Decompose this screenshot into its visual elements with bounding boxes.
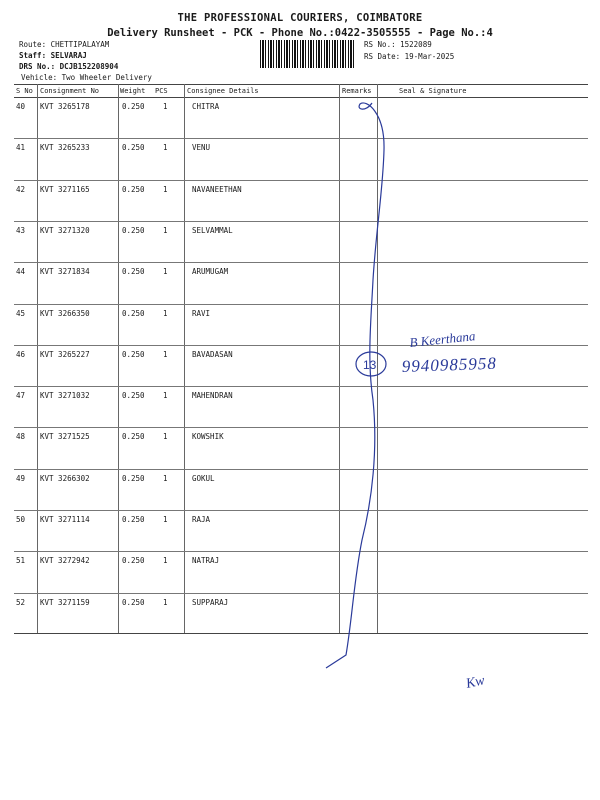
circled-number-ring — [356, 352, 386, 376]
cell-consignment: KVT 3265233 — [40, 143, 90, 153]
cell-pcs: 1 — [163, 267, 168, 277]
header-consignee: Consignee Details — [187, 87, 259, 95]
cell-weight: 0.250 — [122, 184, 145, 194]
row-separator — [14, 510, 588, 511]
cell-weight: 0.250 — [122, 267, 145, 277]
cell-consignment: KVT 3265227 — [40, 349, 90, 359]
cell-consignee: SUPPARAJ — [192, 597, 229, 607]
row-separator — [14, 469, 588, 470]
cell-pcs: 1 — [163, 349, 168, 359]
row-separator — [14, 593, 588, 594]
cell-consignee: NAVANEETHAN — [192, 184, 242, 194]
cell-pcs: 1 — [163, 225, 168, 235]
cell-consignment: KVT 3271165 — [40, 184, 90, 194]
cell-sno: 52 — [16, 597, 26, 607]
cell-consignee: KOWSHIK — [192, 432, 224, 442]
cell-consignee: RAVI — [192, 308, 211, 318]
table-top-border — [14, 84, 588, 85]
cell-weight: 0.250 — [122, 349, 145, 359]
cell-sno: 46 — [16, 349, 26, 359]
vehicle-label: Vehicle: Two Wheeler Delivery — [21, 73, 152, 82]
cell-consignment: KVT 3266302 — [40, 473, 90, 483]
cell-sno: 49 — [16, 473, 26, 483]
cell-weight: 0.250 — [122, 225, 145, 235]
cell-sno: 44 — [16, 267, 26, 277]
cell-pcs: 1 — [163, 432, 168, 442]
row-separator — [14, 386, 588, 387]
cell-consignment: KVT 3271032 — [40, 391, 90, 401]
cell-pcs: 1 — [163, 184, 168, 194]
receiver-phone: 9940985958 — [401, 353, 498, 376]
table-bottom-border — [14, 633, 588, 634]
cell-pcs: 1 — [163, 391, 168, 401]
cell-consignment: KVT 3272942 — [40, 556, 90, 566]
header-weight: Weight — [120, 87, 146, 95]
header-remarks: Remarks — [342, 87, 372, 95]
row-separator — [14, 180, 588, 181]
cell-consignee: ARUMUGAM — [192, 267, 229, 277]
header-pcs: PCS — [155, 87, 168, 95]
cell-pcs: 1 — [163, 556, 168, 566]
row-separator — [14, 138, 588, 139]
header-bottom-border — [14, 97, 588, 98]
cell-sno: 51 — [16, 556, 26, 566]
cell-consignee: NATRAJ — [192, 556, 220, 566]
cell-weight: 0.250 — [122, 391, 145, 401]
header-consignment: Consignment No — [40, 87, 100, 95]
rs-number: RS No.: 1522089 — [364, 40, 432, 49]
cell-pcs: 1 — [163, 102, 168, 111]
cell-consignment: KVT 3271834 — [40, 267, 90, 277]
row-separator — [14, 221, 588, 222]
cell-pcs: 1 — [163, 308, 168, 318]
runsheet-subtitle: Delivery Runsheet - PCK - Phone No.:0422-3505555 - Page No.:4 — [107, 27, 493, 39]
row-separator — [14, 345, 588, 346]
cell-consignment: KVT 3271320 — [40, 225, 90, 235]
cell-weight: 0.250 — [122, 515, 145, 524]
cell-consignee: RAJA — [192, 515, 211, 524]
cell-sno: 42 — [16, 184, 26, 194]
cell-consignment: KVT 3271114 — [40, 515, 90, 524]
rs-date: RS Date: 19-Mar-2025 — [364, 52, 455, 61]
cell-sno: 40 — [16, 102, 26, 111]
receiver-name: B Keerthana — [408, 328, 477, 350]
cell-consignment: KVT 3271525 — [40, 432, 90, 442]
cell-consignee: VENU — [192, 143, 211, 153]
cell-pcs: 1 — [163, 143, 168, 153]
cell-consignment: KVT 3266350 — [40, 308, 90, 318]
cell-consignee: GOKUL — [192, 473, 215, 483]
cell-sno: 43 — [16, 225, 26, 235]
cell-weight: 0.250 — [122, 597, 145, 607]
cell-sno: 50 — [16, 515, 26, 524]
initials-mark: Kw — [464, 673, 487, 692]
cell-consignee: SELVAMMAL — [192, 225, 233, 235]
cell-pcs: 1 — [163, 473, 168, 483]
cell-sno: 41 — [16, 143, 26, 153]
barcode-image — [260, 40, 355, 68]
drs-number: DRS No.: DCJB152208904 — [19, 62, 119, 71]
cell-consignee: CHITRA — [192, 102, 220, 111]
header-sno: S No — [16, 87, 33, 95]
cell-weight: 0.250 — [122, 143, 145, 153]
cell-consignment: KVT 3271159 — [40, 597, 90, 607]
cell-pcs: 1 — [163, 597, 168, 607]
cell-pcs: 1 — [163, 515, 168, 524]
route-label: Route: CHETTIPALAYAM — [19, 40, 110, 49]
cell-weight: 0.250 — [122, 556, 145, 566]
cell-sno: 48 — [16, 432, 26, 442]
row-separator — [14, 427, 588, 428]
row-separator — [14, 262, 588, 263]
company-title: THE PROFESSIONAL COURIERS, COIMBATORE — [177, 12, 423, 24]
cell-weight: 0.250 — [122, 432, 145, 442]
staff-label: Staff: SELVARAJ — [19, 51, 87, 60]
cell-consignment: KVT 3265178 — [40, 102, 90, 111]
row-separator — [14, 551, 588, 552]
circled-number: 13 — [363, 358, 377, 372]
cell-sno: 45 — [16, 308, 26, 318]
cell-sno: 47 — [16, 391, 26, 401]
cell-weight: 0.250 — [122, 473, 145, 483]
cell-consignee: BAVADASAN — [192, 349, 233, 359]
cell-weight: 0.250 — [122, 308, 145, 318]
header-seal-signature: Seal & Signature — [399, 87, 467, 95]
cell-weight: 0.250 — [122, 102, 145, 111]
cell-consignee: MAHENDRAN — [192, 391, 233, 401]
row-separator — [14, 304, 588, 305]
